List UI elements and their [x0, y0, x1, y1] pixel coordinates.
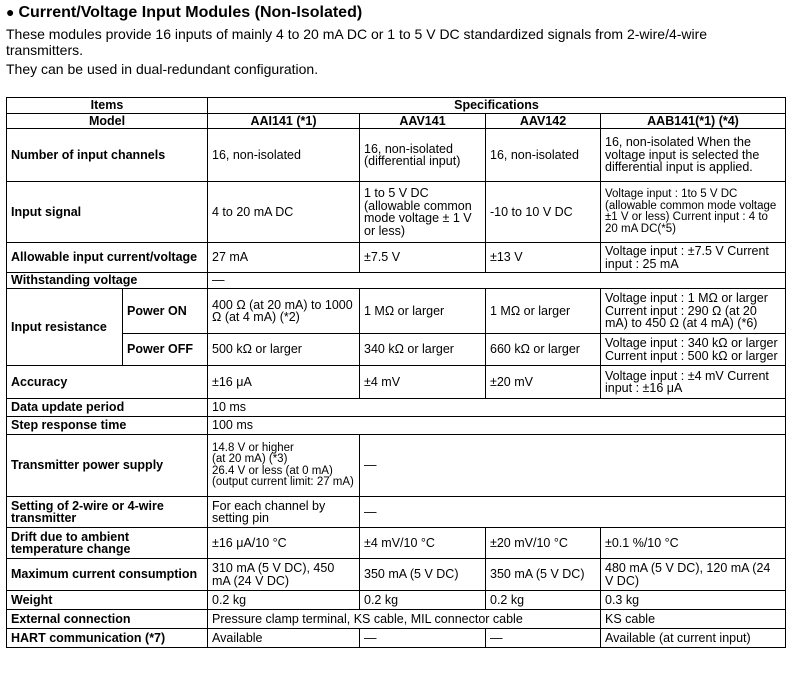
table-cell: — — [208, 273, 786, 289]
row-label: Withstanding voltage — [7, 273, 208, 289]
header-items: Items — [7, 98, 208, 114]
table-row — [7, 113, 786, 129]
table-row — [7, 435, 786, 497]
row-label: Accuracy — [7, 366, 208, 399]
table-row — [7, 366, 786, 399]
table-cell: 0.2 kg — [486, 591, 601, 610]
table-cell: For each channel by setting pin — [208, 497, 360, 528]
table-cell: KS cable — [601, 610, 786, 629]
table-cell: 16, non-isolated When the voltage input is selected the differential input is applied. — [601, 129, 786, 182]
header-model-aav142: AAV142 — [486, 113, 601, 129]
row-label: Drift due to ambient temperature change — [7, 528, 208, 559]
row-label: Input signal — [7, 182, 208, 243]
table-cell: Voltage input : 1to 5 V DC (allowable common mode voltage ±1 V or less) Current input : 4 to 20 mA DC(*5) — [601, 182, 786, 243]
table-cell: 1 MΩ or larger — [360, 289, 486, 334]
table-cell: 400 Ω (at 20 mA) to 1000 Ω (at 4 mA) (*2) — [208, 289, 360, 334]
table-cell: 310 mA (5 V DC), 450 mA (24 V DC) — [208, 559, 360, 591]
table-row — [7, 182, 786, 243]
table-row — [7, 528, 786, 559]
table-row — [7, 243, 786, 273]
row-label: Maximum current consumption — [7, 559, 208, 591]
table-row — [7, 629, 786, 648]
table-cell: ±4 mV — [360, 366, 486, 399]
cell-line: (output current limit: 27 mA) — [212, 476, 354, 488]
table-cell: ±20 mV — [486, 366, 601, 399]
table-cell: ±16 μA — [208, 366, 360, 399]
row-sublabel: Power ON — [123, 289, 208, 334]
table-cell: Available — [208, 629, 360, 648]
table-cell: 340 kΩ or larger — [360, 334, 486, 366]
table-cell: Voltage input : ±7.5 V Current input : 25 mA — [601, 243, 786, 273]
table-cell: Voltage input : 340 kΩ or larger Current input : 500 kΩ or larger — [601, 334, 786, 366]
cell-line: 14.8 V or higher — [212, 441, 294, 454]
table-row — [7, 591, 786, 610]
table-cell: 10 ms — [208, 399, 786, 417]
table-cell: 350 mA (5 V DC) — [360, 559, 486, 591]
row-label: Input resistance — [7, 289, 123, 366]
table-cell: 27 mA — [208, 243, 360, 273]
intro-paragraph-2: They can be used in dual-redundant configuration. — [6, 61, 319, 77]
table-cell: 16, non-isolated (differential input) — [360, 129, 486, 182]
table-cell: 350 mA (5 V DC) — [486, 559, 601, 591]
header-model-aai141: AAI141 (*1) — [208, 113, 360, 129]
table-row — [7, 559, 786, 591]
table-row — [7, 497, 786, 528]
row-label: HART communication (*7) — [7, 629, 208, 648]
table-cell: Available (at current input) — [601, 629, 786, 648]
table-cell: — — [360, 629, 486, 648]
table-cell: 0.2 kg — [360, 591, 486, 610]
table-cell: 4 to 20 mA DC — [208, 182, 360, 243]
row-sublabel: Power OFF — [123, 334, 208, 366]
table-row — [7, 399, 786, 417]
table-row — [7, 334, 786, 366]
table-cell: -10 to 10 V DC — [486, 182, 601, 243]
table-row — [7, 98, 786, 114]
table-cell: — — [360, 497, 786, 528]
table-cell: ±7.5 V — [360, 243, 486, 273]
table-cell: 16, non-isolated — [486, 129, 601, 182]
table-cell: ±0.1 %/10 °C — [601, 528, 786, 559]
bullet-icon: ● — [6, 4, 15, 20]
table-cell: ±13 V — [486, 243, 601, 273]
cell-line: 26.4 V or less (at 0 mA) — [212, 464, 333, 477]
cell-line: (at 20 mA) (*3) — [212, 453, 288, 465]
intro-paragraph-1: These modules provide 16 inputs of mainly 4 to 20 mA DC or 1 to 5 V DC standardized signals from 2-wire/4-wire transmitters. — [6, 26, 708, 58]
header-model-aab141: AAB141(*1) (*4) — [601, 113, 786, 129]
table-cell: 16, non-isolated — [208, 129, 360, 182]
table-row — [7, 273, 786, 289]
header-model-aav141: AAV141 — [360, 113, 486, 129]
table-cell: ±20 mV/10 °C — [486, 528, 601, 559]
row-label: Weight — [7, 591, 208, 610]
row-label: External connection — [7, 610, 208, 629]
row-label: Setting of 2-wire or 4-wire transmitter — [7, 497, 208, 528]
table-cell: — — [360, 435, 786, 497]
table-cell: 0.2 kg — [208, 591, 360, 610]
table-row — [7, 417, 786, 435]
table-cell: 1 MΩ or larger — [486, 289, 601, 334]
table-cell: ±4 mV/10 °C — [360, 528, 486, 559]
table-cell: 100 ms — [208, 417, 786, 435]
section-title — [6, 3, 362, 22]
table-cell: 500 kΩ or larger — [208, 334, 360, 366]
table-cell: 480 mA (5 V DC), 120 mA (24 V DC) — [601, 559, 786, 591]
row-label: Number of input channels — [7, 129, 208, 182]
table-cell: Voltage input : 1 MΩ or larger Current input : 290 Ω (at 20 mA) to 450 Ω (at 4 mA) (*6) — [601, 289, 786, 334]
row-label: Step response time — [7, 417, 208, 435]
table-row — [7, 129, 786, 182]
table-cell: — — [486, 629, 601, 648]
table-row — [7, 610, 786, 629]
intro-text — [6, 26, 781, 80]
row-label: Transmitter power supply — [7, 435, 208, 497]
table-row — [7, 289, 786, 334]
table-cell: Pressure clamp terminal, KS cable, MIL connector cable — [208, 610, 601, 629]
header-model: Model — [7, 113, 208, 129]
row-label: Data update period — [7, 399, 208, 417]
table-cell: 0.3 kg — [601, 591, 786, 610]
header-specifications: Specifications — [208, 98, 786, 114]
row-label: Allowable input current/voltage — [7, 243, 208, 273]
table-cell: Voltage input : ±4 mV Current input : ±16 μA — [601, 366, 786, 399]
table-cell — [208, 435, 360, 497]
table-cell: 660 kΩ or larger — [486, 334, 601, 366]
table-cell: ±16 μA/10 °C — [208, 528, 360, 559]
section-title-text: Current/Voltage Input Modules (Non-Isolated) — [18, 4, 363, 21]
spec-table — [6, 97, 786, 648]
table-cell: 1 to 5 V DC (allowable common mode voltage ± 1 V or less) — [360, 182, 486, 243]
